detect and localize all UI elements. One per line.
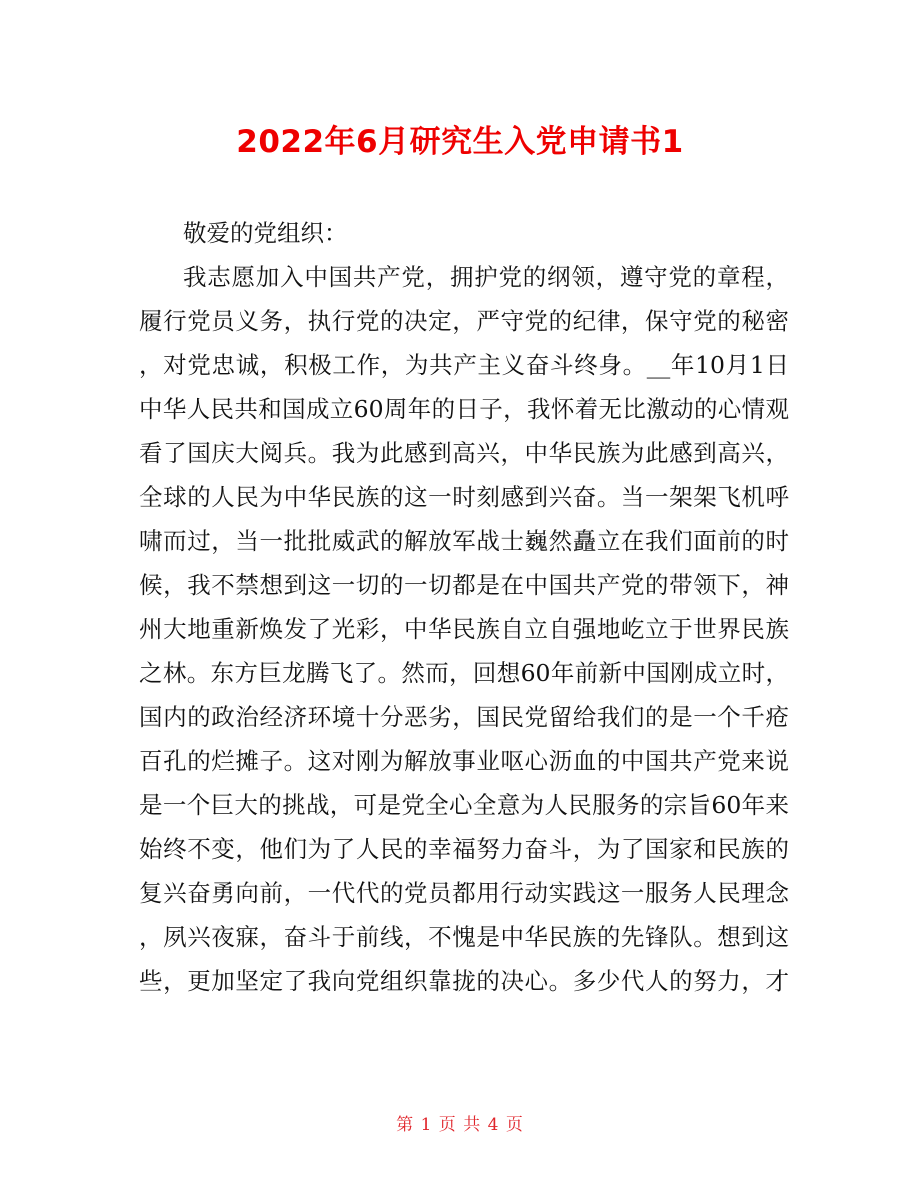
paragraph-line: 候，我不禁想到这一切的一切都是在中国共产党的带领下，神 <box>139 571 789 599</box>
paragraph-line: ，夙兴夜寐，奋斗于前线，不愧是中华民族的先锋队。想到这 <box>139 923 789 951</box>
paragraph-line: 啸而过，当一批批威武的解放军战士巍然矗立在我们面前的时 <box>139 527 789 555</box>
paragraph-line: 百孔的烂摊子。这对刚为解放事业呕心沥血的中国共产党来说 <box>139 747 789 775</box>
paragraph-line: 中华人民共和国成立60周年的日子，我怀着无比激动的心情观 <box>139 395 789 423</box>
paragraph-line: 始终不变，他们为了人民的幸福努力奋斗，为了国家和民族的 <box>139 835 789 863</box>
body-paragraph <box>139 255 789 1003</box>
paragraph-line: 些，更加坚定了我向党组织靠拢的决心。多少代人的努力，才 <box>139 967 789 995</box>
document-title: 2022年6月研究生入党申请书1 <box>236 124 684 160</box>
paragraph-line: ，对党忠诚，积极工作，为共产主义奋斗终身。__年10月1日 <box>139 351 789 379</box>
paragraph-line: 国内的政治经济环境十分恶劣，国民党留给我们的是一个千疮 <box>139 703 789 731</box>
paragraph-line: 州大地重新焕发了光彩，中华民族自立自强地屹立于世界民族 <box>139 615 789 643</box>
salutation: 敬爱的党组织： <box>183 219 348 247</box>
paragraph-line: 履行党员义务，执行党的决定，严守党的纪律，保守党的秘密 <box>139 307 789 335</box>
paragraph-line: 看了国庆大阅兵。我为此感到高兴，中华民族为此感到高兴， <box>139 439 789 467</box>
paragraph-line: 是一个巨大的挑战，可是党全心全意为人民服务的宗旨60年来 <box>139 791 789 819</box>
paragraph-line: 之林。东方巨龙腾飞了。然而，回想60年前新中国刚成立时， <box>139 659 789 687</box>
paragraph-line: 全球的人民为中华民族的这一时刻感到兴奋。当一架架飞机呼 <box>139 483 789 511</box>
paragraph-line: 复兴奋勇向前，一代代的党员都用行动实践这一服务人民理念 <box>139 879 789 907</box>
paragraph-line: 我志愿加入中国共产党，拥护党的纲领，遵守党的章程， <box>183 263 789 291</box>
page-number-footer: 第 1 页 共 4 页 <box>396 1115 524 1135</box>
